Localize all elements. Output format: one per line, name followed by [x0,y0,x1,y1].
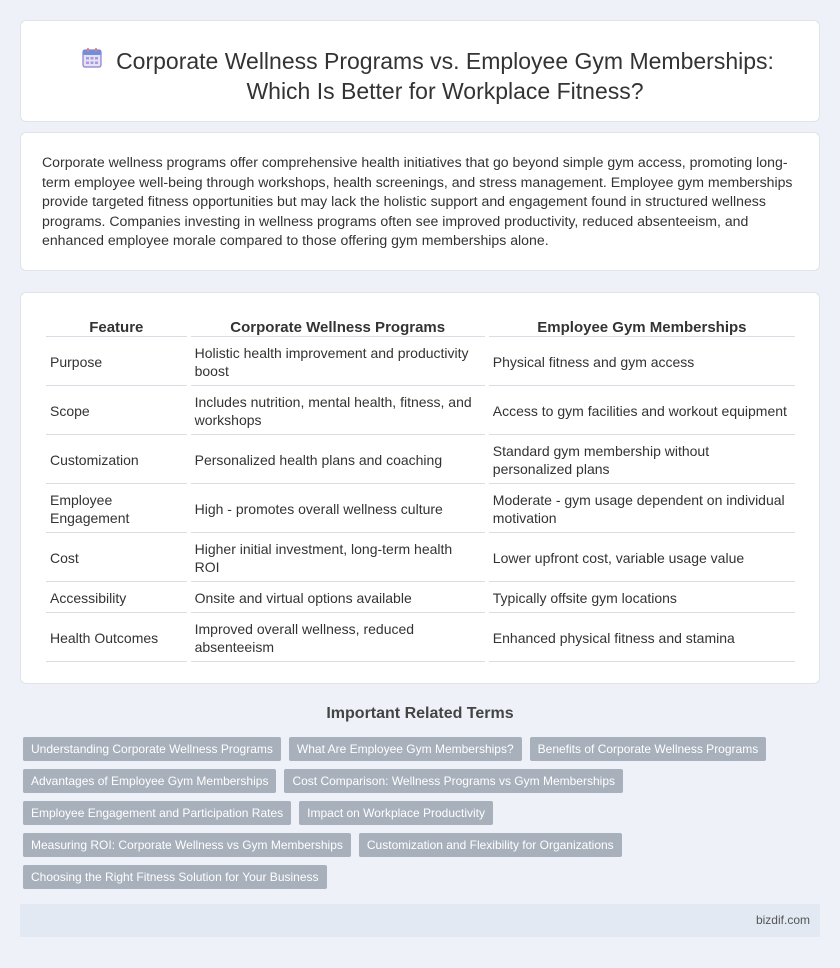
row-feature: Cost [46,533,187,582]
related-term-link[interactable]: Cost Comparison: Wellness Programs vs Gym Memberships [284,769,623,793]
row-feature: Health Outcomes [46,613,187,662]
row-gym-value: Enhanced physical fitness and stamina [489,613,795,662]
row-gym-value: Moderate - gym usage dependent on individual motivation [489,484,795,533]
related-term-link[interactable]: Understanding Corporate Wellness Programs [23,737,281,761]
row-gym-value: Physical fitness and gym access [489,337,795,386]
related-term-link[interactable]: Choosing the Right Fitness Solution for Your Business [23,865,327,889]
tag-row [23,769,803,801]
related-term-link[interactable]: Measuring ROI: Corporate Wellness vs Gym Memberships [23,833,351,857]
header-feature: Feature [46,316,187,337]
row-wellness-value: Onsite and virtual options available [191,582,485,613]
tag-row [23,833,803,865]
tag-row [23,737,803,769]
row-feature: Purpose [46,337,187,386]
table-row [46,435,795,484]
table-row [46,582,795,613]
tag-row [23,865,803,897]
row-gym-value: Standard gym membership without personalized plans [489,435,795,484]
related-term-link[interactable]: Customization and Flexibility for Organizations [359,833,622,857]
related-terms-heading: Important Related Terms [326,705,514,722]
related-term-link[interactable]: Impact on Workplace Productivity [299,801,493,825]
row-gym-value: Typically offsite gym locations [489,582,795,613]
intro-card [20,132,820,271]
title-card [20,20,820,122]
related-term-link[interactable]: What Are Employee Gym Memberships? [289,737,522,761]
header-corporate-wellness: Corporate Wellness Programs [191,316,485,337]
page-title: Corporate Wellness Programs vs. Employee Gym Memberships: Which Is Better for Workplace Fitness? [116,48,774,104]
row-wellness-value: Higher initial investment, long-term health ROI [191,533,485,582]
comparison-table [42,316,799,662]
comparison-card [20,292,820,684]
table-row [46,533,795,582]
related-term-link[interactable]: Employee Engagement and Participation Rates [23,801,291,825]
row-gym-value: Lower upfront cost, variable usage value [489,533,795,582]
header-gym-memberships: Employee Gym Memberships [489,316,795,337]
site-link[interactable]: bizdif.com [755,913,810,927]
row-wellness-value: Improved overall wellness, reduced absenteeism [191,613,485,662]
row-feature: Accessibility [46,582,187,613]
row-feature: Employee Engagement [46,484,187,533]
footer [20,904,820,937]
tag-row [23,801,803,833]
row-wellness-value: Personalized health plans and coaching [191,435,485,484]
related-term-link[interactable]: Benefits of Corporate Wellness Programs [530,737,767,761]
row-wellness-value: High - promotes overall wellness culture [191,484,485,533]
table-row [46,484,795,533]
row-wellness-value: Includes nutrition, mental health, fitness, and workshops [191,386,485,435]
intro-paragraph: Corporate wellness programs offer comprehensive health initiatives that go beyond simple gym access, promoting long-term employee well-being through workshops, health screenings, and stress management. Employee gym memberships provide targeted fitness opportunities but may lack the holistic support and engagement found in structured wellness programs. Companies investing in wellness programs often see improved productivity, reduced absenteeism, and enhanced employee morale compared to those offering gym memberships alone. [42,154,793,249]
row-wellness-value: Holistic health improvement and productivity boost [191,337,485,386]
row-gym-value: Access to gym facilities and workout equipment [489,386,795,435]
row-feature: Customization [46,435,187,484]
related-terms-list [23,737,803,897]
table-row [46,386,795,435]
table-header-row [46,316,795,337]
related-term-link[interactable]: Advantages of Employee Gym Memberships [23,769,276,793]
row-feature: Scope [46,386,187,435]
table-row [46,613,795,662]
table-row [46,337,795,386]
